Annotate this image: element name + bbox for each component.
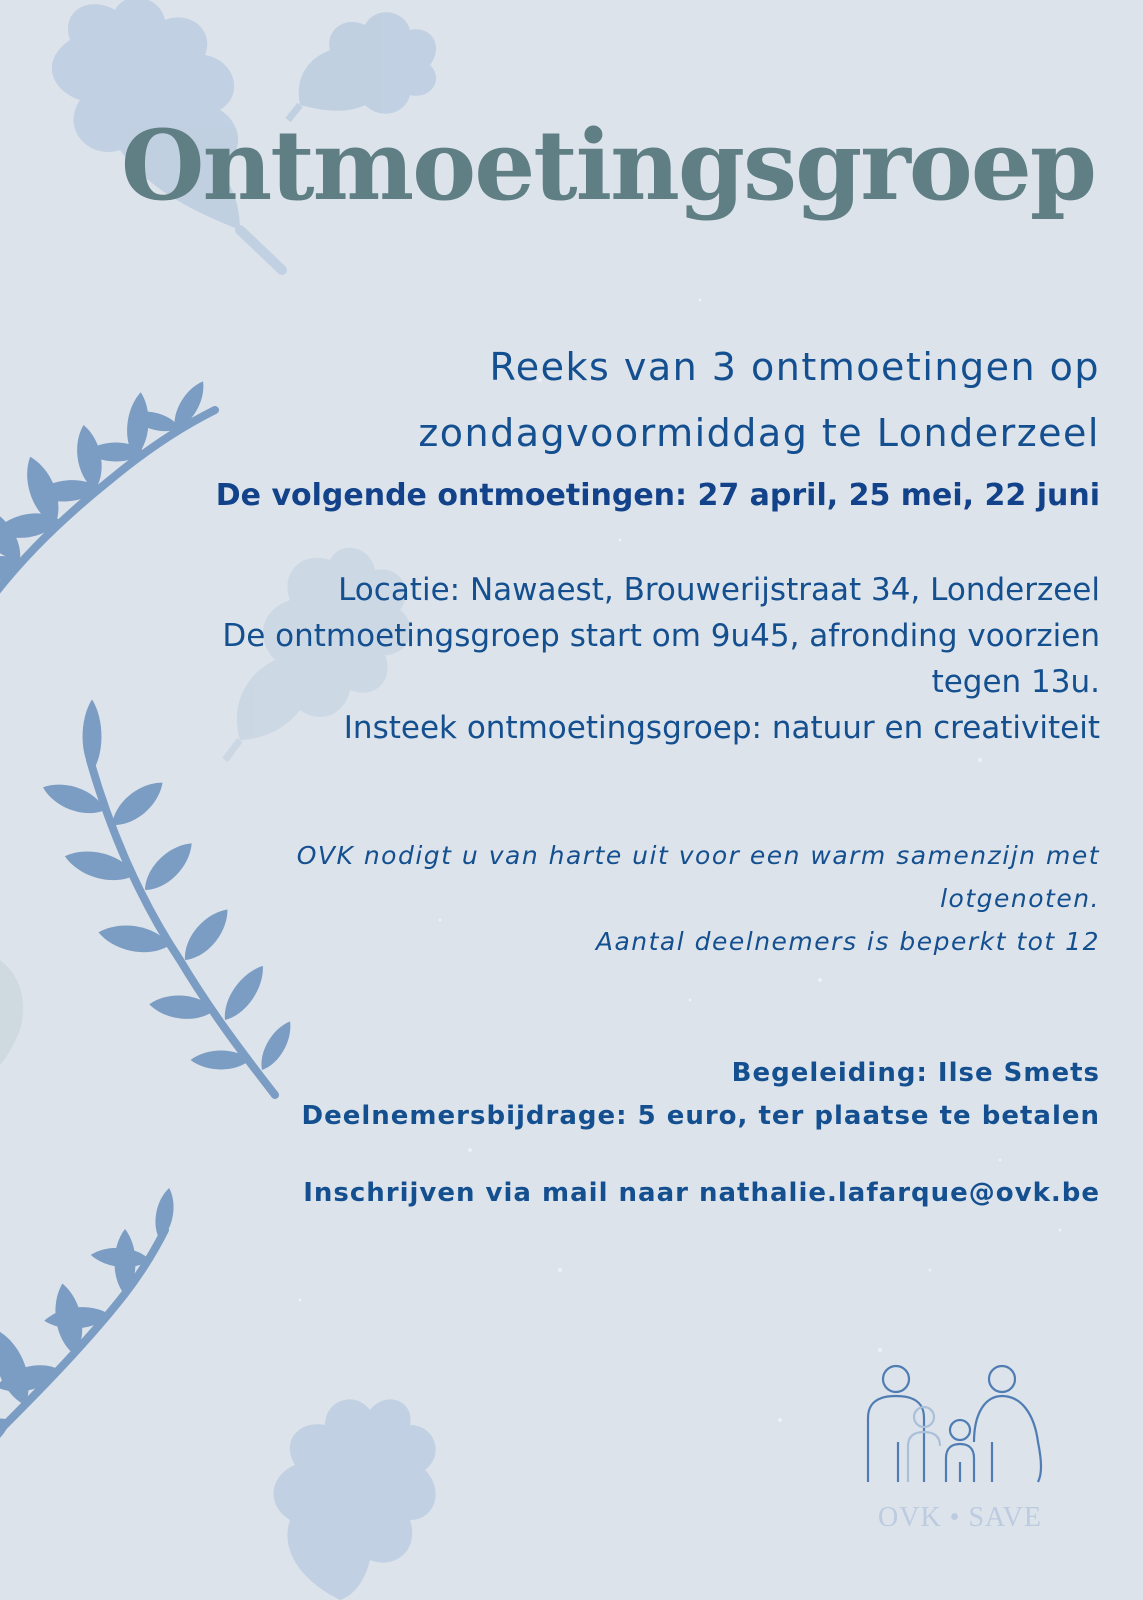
logo-text: OVK • SAVE [878, 1502, 1042, 1533]
page-title: Ontmoetingsgroep [120, 109, 1095, 222]
details-block [302, 1052, 1100, 1138]
practical-info [100, 567, 1100, 751]
signup-email[interactable]: Inschrijven via mail naar nathalie.lafarque@ovk.be [303, 1178, 1100, 1208]
focus-text: Insteek ontmoetingsgroep: natuur en creativiteit [343, 710, 1100, 746]
subtitle-line-1: Reeks van 3 ontmoetingen op [489, 345, 1100, 389]
series-subtitle [418, 334, 1100, 466]
time-text-line-2: tegen 13u. [931, 664, 1100, 700]
guidance-text: Begeleiding: Ilse Smets [731, 1058, 1100, 1088]
leaf-top-small-icon [288, 12, 436, 120]
meeting-dates: De volgende ontmoetingen: 27 april, 25 mei, 22 juni [215, 478, 1100, 513]
invite-line-2: lotgenoten. [940, 884, 1100, 913]
location-text: Locatie: Nawaest, Brouwerijstraat 34, Londerzeel [338, 572, 1100, 608]
leaf-left-edge-icon [0, 960, 23, 1065]
invite-line-1: OVK nodigt u van harte uit voor een warm samenzijn met [296, 841, 1100, 870]
time-text-line-1: De ontmoetingsgroep start om 9u45, afronding voorzien [222, 618, 1100, 654]
leaf-branch-left-lower-icon [0, 1187, 177, 1464]
subtitle-line-2: zondagvoormiddag te Londerzeel [418, 411, 1100, 455]
leaf-bottom-icon [274, 1399, 436, 1600]
contribution-text: Deelnemersbijdrage: 5 euro, ter plaatse te betalen [301, 1101, 1100, 1131]
invite-line-3: Aantal deelnemers is beperkt tot 12 [595, 927, 1100, 956]
invitation-text [220, 834, 1100, 963]
